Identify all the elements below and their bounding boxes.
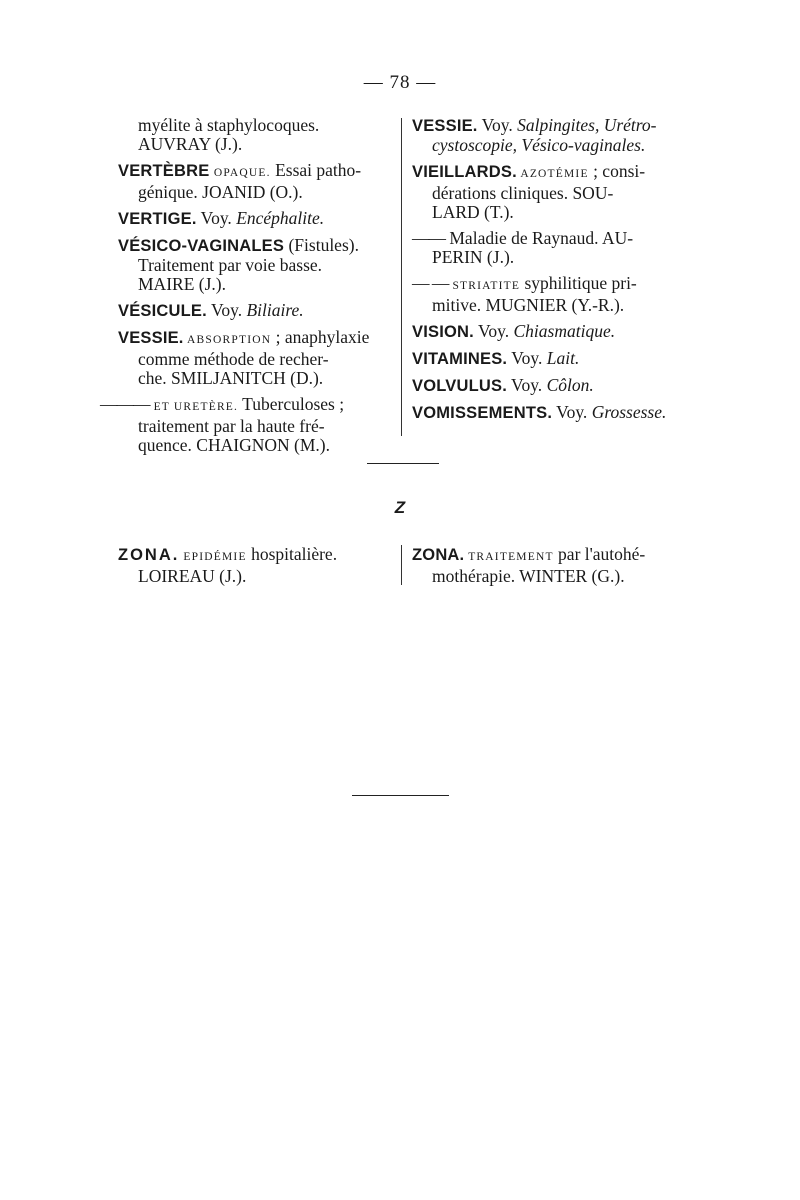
index-entry — [118, 116, 392, 154]
entry-first-line — [118, 209, 392, 229]
entry-text: hospitalière. — [246, 544, 338, 564]
end-rule — [352, 795, 449, 796]
entry-smallcaps: STRIATITE — [448, 280, 521, 292]
entry-reference: Lait. — [546, 348, 580, 368]
entry-text: Voy. — [477, 115, 518, 135]
entry-reference: Chiasmatique. — [513, 321, 616, 341]
entry-headword: VIEILLARDS. — [412, 163, 517, 181]
entry-text: par l'autohé- — [553, 544, 646, 564]
entry-text: Voy. — [473, 321, 514, 341]
index-entry — [118, 301, 392, 321]
index-entry — [412, 545, 684, 586]
entry-headword: VISION. — [412, 323, 474, 341]
column-divider — [401, 545, 402, 585]
entry-text: (Fistules). — [284, 235, 359, 255]
page-number: — 78 — — [363, 72, 437, 93]
entry-text: Voy. — [507, 348, 547, 368]
entry-smallcaps: TRAITEMENT — [464, 551, 554, 563]
entry-reference: Biliaire. — [246, 300, 304, 320]
entry-first-line — [412, 403, 684, 423]
index-entry — [100, 394, 392, 455]
entry-headword: VÉSICULE. — [118, 302, 207, 320]
entry-line: mothérapie. WINTER (G.). — [432, 566, 625, 586]
entry-first-line — [118, 545, 392, 567]
entry-dash: ——— — [100, 394, 150, 414]
index-entry — [412, 322, 684, 342]
entry-first-line — [118, 328, 392, 350]
z-left-column — [118, 545, 392, 593]
left-column — [100, 115, 392, 462]
index-entry — [412, 349, 684, 369]
entry-text: syphilitique pri- — [520, 273, 637, 293]
entry-reference: Encéphalite. — [236, 208, 325, 228]
entry-smallcaps: ET URETÈRE. — [149, 401, 239, 413]
entry-reference: Grossesse. — [591, 402, 667, 422]
index-entry — [412, 229, 684, 267]
entry-line: MAIRE (J.). — [138, 274, 226, 294]
index-entry — [412, 162, 684, 222]
entry-line: PERIN (J.). — [432, 247, 515, 267]
entry-line: dérations cliniques. SOU- — [432, 183, 614, 203]
entry-first-line — [100, 395, 392, 417]
entry-text: ; anaphylaxie — [271, 327, 370, 347]
entry-text: Voy. — [552, 402, 592, 422]
entry-smallcaps: ABSORPTION — [183, 334, 272, 346]
index-entry — [118, 209, 392, 229]
entry-text: Voy. — [196, 208, 237, 228]
entry-line: quence. CHAIGNON (M.). — [138, 435, 330, 455]
entry-headword: VERTÈBRE — [118, 162, 210, 180]
entry-first-line — [412, 376, 684, 396]
entry-dash: —— — [412, 228, 445, 248]
entry-text: ; consi- — [588, 161, 646, 181]
entry-text: Essai patho- — [270, 160, 362, 180]
entry-text: Voy. — [206, 300, 247, 320]
right-column — [412, 116, 684, 430]
entry-line: traitement par la haute fré- — [138, 416, 325, 436]
entry-dash: — — — [412, 273, 449, 293]
entry-reference: Salpingites, Urétro- — [517, 115, 657, 135]
index-entry — [412, 116, 684, 155]
entry-line: myélite à staphylocoques. — [138, 115, 320, 135]
section-divider-rule — [367, 463, 439, 464]
index-entry — [412, 376, 684, 396]
index-entry — [412, 274, 684, 315]
entry-first-line — [412, 274, 684, 296]
entry-headword: VESSIE. — [412, 117, 478, 135]
entry-line: LOIREAU (J.). — [138, 566, 247, 586]
index-columns — [100, 115, 684, 455]
entry-headword: VERTIGE. — [118, 210, 197, 228]
index-entry — [118, 236, 392, 294]
entry-smallcaps: OPAQUE. — [213, 167, 271, 179]
entry-line: Traitement par voie basse. — [138, 255, 323, 275]
entry-smallcaps: EPIDÉMIE — [179, 551, 247, 563]
entry-line: che. SMILJANITCH (D.). — [138, 368, 324, 388]
entry-headword: VOMISSEMENTS. — [412, 404, 553, 422]
entry-text: Tuberculoses ; — [238, 394, 345, 414]
entry-line: comme méthode de recher- — [138, 349, 329, 369]
entry-line: LARD (T.). — [432, 202, 514, 222]
column-divider — [401, 118, 402, 436]
entry-reference: Côlon. — [546, 375, 594, 395]
entry-line: génique. JOANID (O.). — [138, 182, 303, 202]
entry-line: AUVRAY (J.). — [138, 134, 243, 154]
entry-first-line — [118, 161, 392, 183]
entry-text: Maladie de Raynaud. AU- — [445, 228, 634, 248]
entry-smallcaps: AZOTÉMIE — [516, 168, 589, 180]
entry-headword: VOLVULUS. — [412, 377, 507, 395]
entry-first-line — [118, 301, 392, 321]
entry-line: mitive. MUGNIER (Y.-R.). — [432, 295, 625, 315]
entry-first-line — [412, 322, 684, 342]
entry-headword: VITAMINES. — [412, 350, 508, 368]
entry-headword: VESSIE. — [118, 329, 184, 347]
entry-headword: VÉSICO-VAGINALES — [118, 237, 285, 255]
entry-first-line — [412, 162, 684, 184]
index-entry — [412, 403, 684, 423]
entry-first-line — [412, 545, 684, 567]
index-entry — [118, 545, 392, 586]
z-section-columns — [118, 545, 684, 589]
entry-headword: ZONA. — [118, 546, 180, 564]
entry-first-line — [412, 229, 684, 248]
entry-text: Voy. — [507, 375, 547, 395]
section-letter-heading: Z — [394, 498, 406, 517]
index-entry — [118, 161, 392, 202]
index-entry — [118, 328, 392, 388]
z-right-column — [412, 545, 684, 593]
entry-first-line — [412, 349, 684, 369]
entry-first-line — [412, 116, 684, 136]
entry-line: cystoscopie, Vésico-vaginales. — [432, 135, 646, 155]
entry-first-line — [118, 236, 392, 256]
entry-headword: ZONA. — [412, 546, 465, 564]
